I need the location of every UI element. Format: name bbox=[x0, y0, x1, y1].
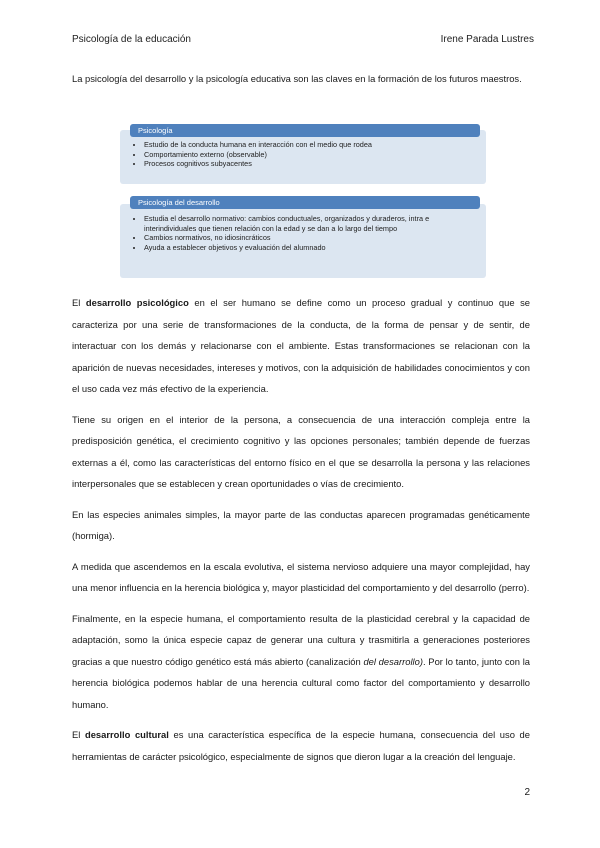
bold-term: desarrollo psicológico bbox=[85, 297, 189, 308]
list-item: • Estudio de la conducta humana en interacción con el medio que rodea bbox=[144, 140, 476, 150]
developmental-psychology-list bbox=[134, 214, 476, 252]
psychology-diagram bbox=[120, 124, 486, 292]
page-number: 2 bbox=[524, 787, 530, 798]
list-item: • Procesos cognitivos subyacentes bbox=[144, 159, 476, 169]
paragraph-origin: Tiene su origen en el interior de la persona, a consecuencia de una interacción compleja entre la predisposición genética, el crecimiento cognitivo y las opciones personales; también depende de fuerzas externas a él, como las características del entorno físico en el que se desarrolla la persona y las relaciones interpersonales que se establecen y crean oportunidades o vías de crecimiento. bbox=[72, 413, 530, 489]
paragraph-human-species bbox=[72, 608, 530, 716]
list-item: • Comportamiento externo (observable) bbox=[144, 150, 476, 160]
list-item: • Ayuda a establecer objetivos y evaluación del alumnado bbox=[144, 243, 476, 253]
header-author: Irene Parada Lustres bbox=[440, 34, 534, 45]
header-course-title: Psicología de la educación bbox=[72, 34, 191, 45]
psychology-box-body bbox=[120, 130, 486, 184]
body-text bbox=[72, 292, 530, 776]
text-run: El bbox=[72, 297, 86, 308]
paragraph-psychological-development bbox=[72, 292, 530, 400]
list-item: • Cambios normativos, no idiosincráticos bbox=[144, 233, 476, 243]
bold-term: desarrollo cultural bbox=[84, 729, 169, 740]
text-run: El bbox=[72, 729, 85, 740]
paragraph-simple-species: En las especies animales simples, la mayor parte de las conductas aparecen programadas genéticamente (hormiga). bbox=[72, 508, 530, 541]
text-run: Finalmente, en la especie humana, el comportamiento resulta de la plasticidad cerebral y la capacidad de adaptación, somo la única especie capaz de generar una cultura y trasmitirla a generaciones posteriores gracias a que nuestro código genético está más abierto (canalización bbox=[72, 612, 530, 667]
developmental-psychology-box-body bbox=[120, 204, 486, 278]
paragraph-cultural-development bbox=[72, 724, 530, 767]
text-run: en el ser humano se define como un proceso gradual y continuo que se caracteriza por una serie de transformaciones de la conducta, de la forma de pensar y de sentir, de interactuar con los demás y relacionarse con el ambiente. Estas transformaciones se relacionan con la aparición de nuevas necesidades, intereses y motivos, con la adquisición de habilidades conocimientos y con el uso cada vez más efectivo de la experiencia. bbox=[72, 297, 530, 394]
text-run: es una característica específica de la especie humana, consecuencia del uso de herramientas de carácter psicológico, especialmente de signos que dieron lugar a la creación del lenguaje. bbox=[72, 729, 530, 762]
psychology-box-header: Psicología bbox=[130, 124, 480, 137]
developmental-psychology-box-header: Psicología del desarrollo bbox=[130, 196, 480, 209]
page-header bbox=[72, 34, 534, 45]
list-item: • Estudia el desarrollo normativo: cambios conductuales, organizados y duraderos, intra e interindividuales que tienen relación con la edad y se dan a lo largo del tiempo bbox=[144, 214, 476, 233]
text-run: . Por lo tanto, junto con la herencia biológica podemos hablar de una herencia cultural como factor del comportamiento y desarrollo humano. bbox=[72, 655, 531, 710]
paragraph-evolutionary-scale: A medida que ascendemos en la escala evolutiva, el sistema nervioso adquiere una mayor complejidad, hay una menor influencia en la herencia biológica y, mayor plasticidad del comportamiento y del desarrollo (perro). bbox=[72, 560, 530, 593]
intro-paragraph: La psicología del desarrollo y la psicología educativa son las claves en la formación de los futuros maestros. bbox=[72, 73, 522, 84]
italic-term: del desarrollo) bbox=[363, 655, 423, 667]
psychology-list bbox=[134, 140, 476, 169]
